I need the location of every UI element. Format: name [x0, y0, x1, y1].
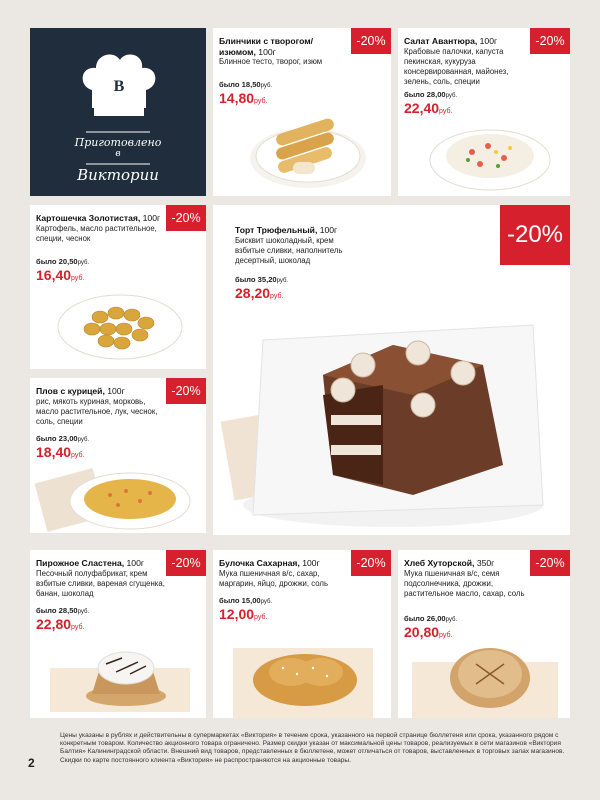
- product-description: рис, мякоть куриная, морковь, масло растительное, лук, чеснок, соль, специи: [36, 396, 158, 426]
- bun-image: [213, 628, 391, 718]
- plov-image: [30, 463, 206, 533]
- product-description: Картофель, масло растительное, специи, чеснок: [36, 223, 157, 243]
- product-weight: 350г: [476, 558, 495, 568]
- product-text: [36, 386, 162, 427]
- product-card-pirozhnoe[interactable]: [30, 550, 206, 718]
- old-price: было 35,20руб.: [235, 275, 289, 284]
- product-text: [404, 36, 528, 87]
- new-price: 14,80руб.: [219, 90, 268, 106]
- old-price: было 20,50руб.: [36, 257, 90, 266]
- new-price: 20,80руб.: [404, 624, 453, 640]
- product-card-blinchiki[interactable]: [213, 28, 391, 196]
- pancakes-image: [213, 106, 391, 196]
- discount-badge: -20%: [500, 205, 570, 265]
- product-name: Блинчики с творогом/ изюмом,: [219, 36, 313, 57]
- product-card-plov[interactable]: [30, 378, 206, 533]
- product-description: Песочный полуфабрикат, крем взбитые сливки, вареная сгущенка, банан, шоколад: [36, 568, 165, 598]
- product-text: [219, 36, 347, 67]
- new-price: 28,20руб.: [235, 285, 284, 301]
- logo-line-1: Приготовлено: [74, 136, 162, 149]
- product-text: [36, 558, 166, 599]
- potatoes-image: [30, 285, 206, 369]
- product-card-hleb[interactable]: [398, 550, 570, 718]
- discount-badge: -20%: [530, 28, 570, 54]
- product-description: Мука пшеничная в/с, семя подсолнечника, дрожжи, растительное масло, сахар, соль: [404, 568, 525, 598]
- product-weight: 100г: [258, 46, 276, 57]
- new-price: 22,40руб.: [404, 100, 453, 116]
- old-price: было 18,50руб.: [219, 80, 273, 89]
- product-name: Булочка Сахарная,: [219, 558, 300, 568]
- old-price: было 23,00руб.: [36, 434, 90, 443]
- discount-badge: -20%: [351, 28, 391, 54]
- logo-line-2: в: [115, 149, 121, 159]
- product-weight: 100г: [126, 558, 144, 568]
- product-text: [235, 225, 365, 266]
- pastry-image: [30, 638, 206, 718]
- new-price: 18,40руб.: [36, 444, 85, 460]
- logo-card: [30, 28, 206, 196]
- old-price: было 28,50руб.: [36, 606, 90, 615]
- product-weight: 100г: [319, 225, 338, 235]
- product-text: [36, 213, 162, 244]
- discount-badge: -20%: [166, 550, 206, 576]
- page-number: 2: [28, 756, 35, 770]
- salad-image: [398, 116, 570, 196]
- product-name: Торт Трюфельный,: [235, 225, 318, 235]
- logo-letter: В: [113, 78, 125, 95]
- discount-badge: -20%: [351, 550, 391, 576]
- product-name: Плов с курицей,: [36, 386, 105, 396]
- product-description: Блинное тесто, творог, изюм: [219, 57, 323, 66]
- old-price: было 28,00руб.: [404, 90, 458, 99]
- product-name: Пирожное Сластена,: [36, 558, 125, 568]
- footer-disclaimer: Цены указаны в рублях и действительны в супермаркетах «Виктория» в течение срока, указанного на первой странице бюллетеня или срока, указанного рядом с конкретным товаром. Количество акционного товара ограничено. Размер скидки указан от максимальной цены товаров, реализуемых в сети магазинов «Виктория Балтия» Калининградской области. Внешний вид товаров, представленных в бюллетене, может отличаться от товаров, выставленных в торговых залах магазинов. Скидки по карте постоянного клиента «Виктория» не распространяются на акционные товары.: [60, 732, 565, 764]
- discount-badge: -20%: [166, 205, 206, 231]
- product-name: Салат Авантюра,: [404, 36, 478, 46]
- product-description: Бисквит шоколадный, крем взбитые сливки, наполнитель десертный, шоколад: [235, 235, 343, 265]
- new-price: 16,40руб.: [36, 267, 85, 283]
- product-weight: 100г: [142, 213, 161, 223]
- product-description: Мука пшеничная в/с, сахар, маргарин, яйцо, дрожжи, соль: [219, 568, 329, 588]
- logo-line-3: Виктории: [77, 166, 159, 184]
- bread-image: [398, 638, 570, 718]
- product-text: [219, 558, 349, 589]
- product-card-bulochka[interactable]: [213, 550, 391, 718]
- product-weight: 100г: [302, 558, 320, 568]
- product-name: Картошечка Золотистая,: [36, 213, 141, 223]
- product-card-tort[interactable]: [213, 205, 570, 535]
- cake-image: [213, 305, 570, 535]
- old-price: было 26,00руб.: [404, 614, 458, 623]
- discount-badge: -20%: [530, 550, 570, 576]
- new-price: 12,00руб.: [219, 606, 268, 622]
- product-name: Хлеб Хуторской,: [404, 558, 475, 568]
- discount-badge: -20%: [166, 378, 206, 404]
- product-weight: 100г: [479, 36, 498, 46]
- new-price: 22,80руб.: [36, 616, 85, 632]
- product-description: Крабовые палочки, капуста пекинская, кукуруза консервированная, майонез, зелень, соль, специи: [404, 46, 509, 86]
- product-card-kartoshechka[interactable]: [30, 205, 206, 369]
- product-card-salat[interactable]: [398, 28, 570, 196]
- product-weight: 100г: [107, 386, 125, 396]
- old-price: было 15,00руб.: [219, 596, 273, 605]
- product-text: [404, 558, 528, 599]
